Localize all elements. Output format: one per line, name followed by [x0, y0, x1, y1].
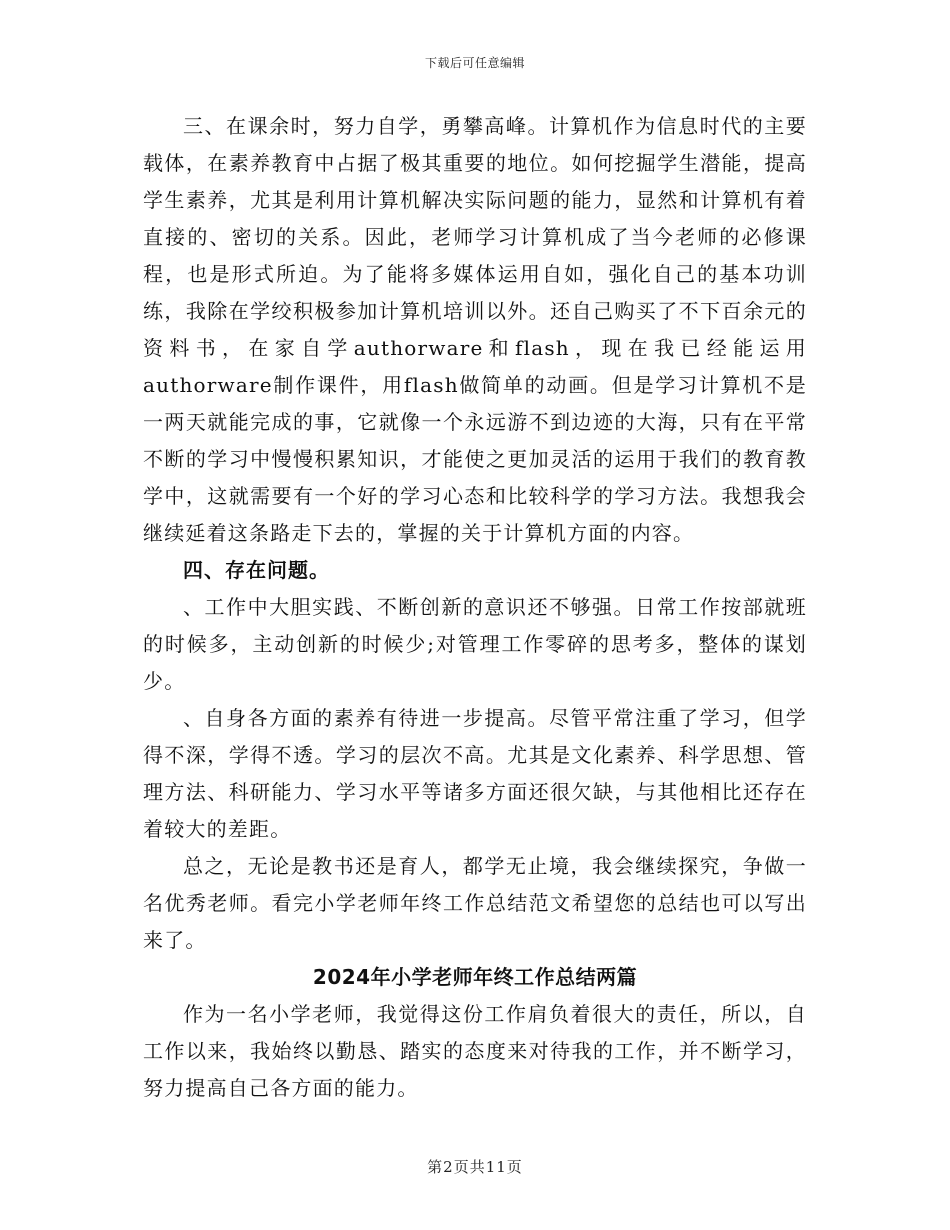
- section-heading-problems: 四、存在问题。: [183, 558, 330, 582]
- document-body: [143, 108, 807, 1107]
- section-title-2024-summary: 2024年小学老师年终工作总结两篇: [312, 965, 638, 989]
- paragraph-intro-teacher: 作为一名小学老师，我觉得这份工作肩负着很大的责任，所以，自工作以来，我始终以勤恳、踏实的态度来对待我的工作，并不断学习，努力提高自己各方面的能力。: [143, 1002, 807, 1100]
- paragraph-self-study: 三、在课余时，努力自学，勇攀高峰。计算机作为信息时代的主要载体，在素养教育中占据了极其重要的地位。如何挖掘学生潜能，提高学生素养，尤其是利用计算机解决实际问题的能力，显然和计算机有着直接的、密切的关系。因此，老师学习计算机成了当今老师的必修课程，也是形式所迫。为了能将多媒体运用自如，强化自己的基本功训练，我除在学绞积极参加计算机培训以外。还自己购买了不下百余元的资料书，在家自学authorware和flash，现在我已经能运用authorware制作课件，用flash做简单的动画。但是学习计算机不是一两天就能完成的事，它就像一个永远游不到边迹的大海，只有在平常不断的学习中慢慢积累知识，才能使之更加灵活的运用于我们的教育教学中，这就需要有一个好的学习心态和比较科学的学习方法。我想我会继续延着这条路走下去的，掌握的关于计算机方面的内容。: [143, 114, 807, 545]
- paragraph-conclusion: 总之，无论是教书还是育人，都学无止境，我会继续探究，争做一名优秀老师。看完小学老师年终工作总结范文希望您的总结也可以写出来了。: [143, 854, 807, 952]
- paragraph-problem-innovation: 、工作中大胆实践、不断创新的意识还不够强。日常工作按部就班的时候多，主动创新的时候少;对管理工作零碎的思考多，整体的谋划少。: [143, 595, 807, 693]
- paragraph-problem-quality: 、自身各方面的素养有待进一步提高。尽管平常注重了学习，但学得不深，学得不透。学习的层次不高。尤其是文化素养、科学思想、管理方法、科研能力、学习水平等诸多方面还很欠缺，与其他相比还存在着较大的差距。: [143, 706, 807, 841]
- page-header-note: 下载后可任意编辑: [424, 56, 525, 70]
- page-number: 第2页共11页: [427, 1158, 523, 1176]
